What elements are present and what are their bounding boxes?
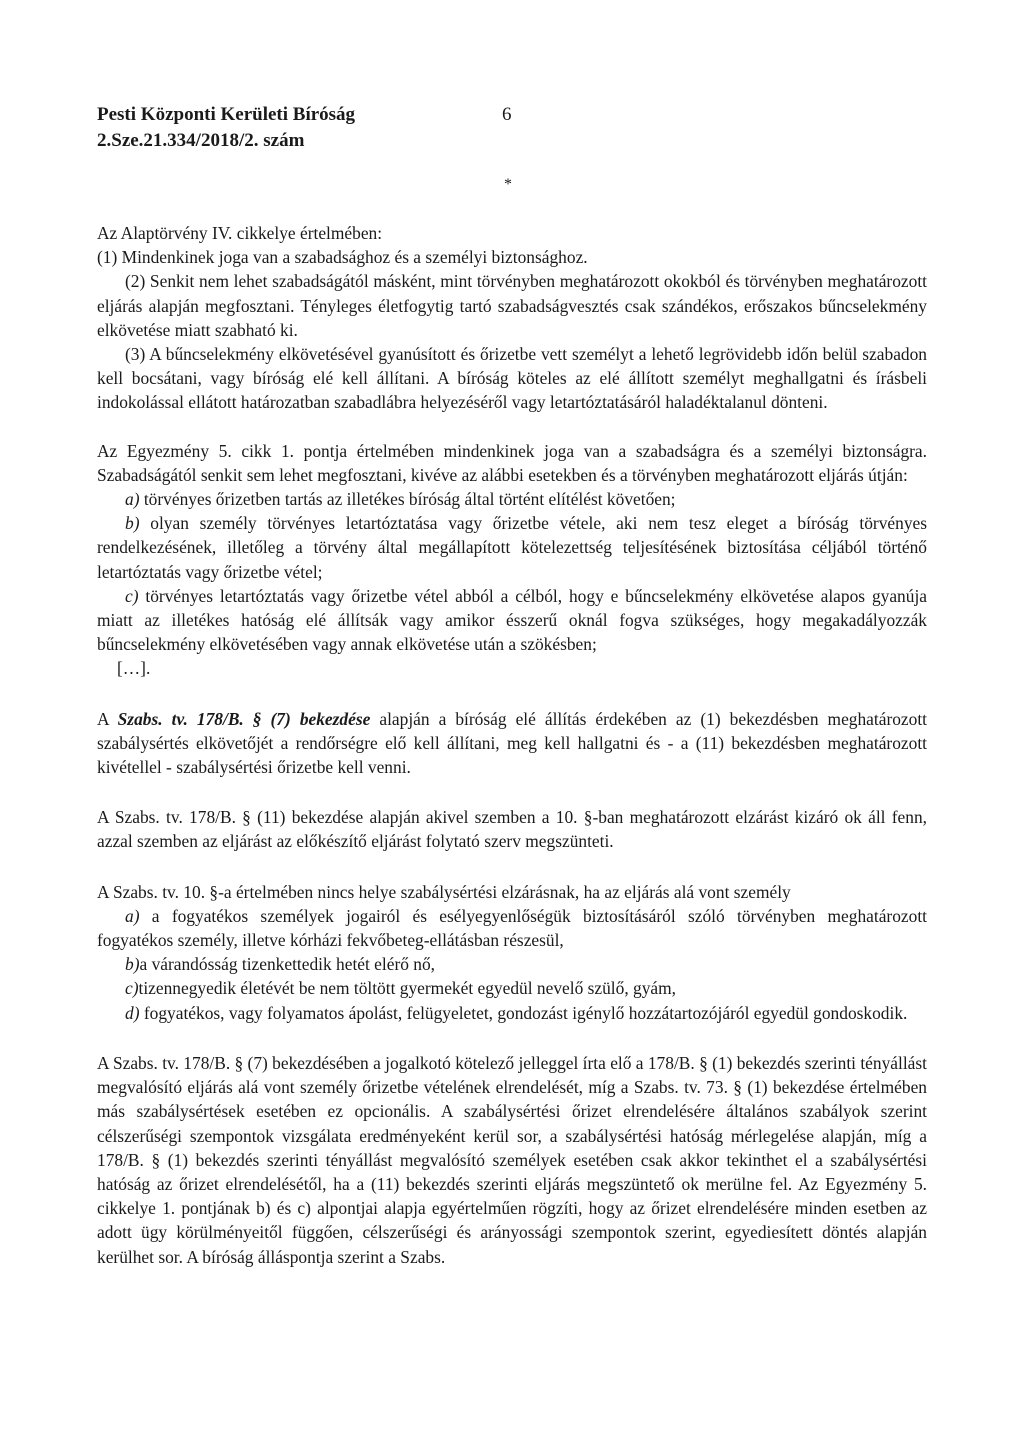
item-label: a)	[125, 905, 140, 926]
egyezmeny-item-b	[97, 511, 927, 584]
egyezmeny-item-a	[97, 487, 927, 511]
paragraph-gap	[97, 854, 927, 880]
alaptorveny-paragraph-3: (3) A bűncselekmény elkövetésével gyanúsított és őrizetbe vett személyt a lehető legrövidebb időn belül szabadon kell bocsátani, vagy bíróság elé kell állítani. A bíróság köteles az elé állított személyt meghallgatni és írásbeli indokolással ellátott határozatban szabadlábra helyezéséről vagy letartóztatásáról haladéktalanul dönteni.	[97, 344, 927, 413]
szabs-10-intro: A Szabs. tv. 10. §-a értelmében nincs helye szabálysértési elzárásnak, ha az eljárás alá vont személy	[97, 881, 791, 902]
paragraph-gap	[97, 415, 927, 439]
egyezmeny-ellipsis: […].	[117, 658, 151, 679]
szabs-178b-11-paragraph: A Szabs. tv. 178/B. § (11) bekezdése alapján akivel szemben a 10. §-ban meghatározott elzárást kizáró ok áll fenn, azzal szemben az eljárást az előkészítő eljárást folytató szerv megszünteti.	[97, 807, 927, 852]
egyezmeny-intro: Az Egyezmény 5. cikk 1. pontja értelmében mindenkinek joga van a szabadságra és a személyi biztonságra. Szabadságától senkit sem lehet megfosztani, kivéve az alábbi esetekben és a törvényben meghatározott eljárás útján:	[97, 440, 927, 485]
item-text: tizennegyedik életévét be nem töltött gyermekét egyedül nevelő szülő, gyám,	[138, 978, 676, 999]
item-label: c)	[125, 585, 139, 606]
egyezmeny-item-c	[97, 584, 927, 657]
item-label: b)	[125, 513, 140, 534]
item-label: b)	[125, 954, 140, 975]
szabs-10-item-b	[97, 952, 927, 976]
page-number: 6	[502, 104, 512, 125]
item-label: c)	[125, 978, 139, 999]
item-text: törvényes őrizetben tartás az illetékes bíróság által történt elítélést követően;	[139, 489, 676, 510]
item-label: d)	[125, 1002, 140, 1023]
item-text: a várandósság tizenkettedik hetét elérő nő,	[139, 954, 436, 975]
alaptorveny-paragraph-1: (1) Mindenkinek joga van a szabadsághoz és a személyi biztonsághoz.	[97, 247, 588, 268]
section-separator: *	[504, 176, 512, 193]
paragraph-text: alapján a bíróság elé állítás érdekében az (1) bekezdésben meghatározott szabálysértés elkövetőjét a rendőrségre elő kell állítani, meg kell hallgatni és - a (11) bekezdésben meghatározott kivétellel - szabálysértési őrizetbe kell venni.	[97, 708, 928, 778]
paragraph-gap	[97, 779, 927, 805]
szabs-10-item-c	[97, 976, 927, 1000]
szabs-178b-7-paragraph	[97, 707, 927, 780]
paragraph-prefix: A	[97, 708, 118, 729]
alaptorveny-paragraph-2: (2) Senkit nem lehet szabadságától másként, mint törvényben meghatározott okokból és törvényben meghatározott eljárás alapján megfosztani. Tényleges életfogytig tartó szabadságvesztés csak szándékos, erőszakos bűncselekmény elkövetése miatt szabható ki.	[97, 271, 927, 340]
szabs-10-item-a	[97, 904, 927, 952]
alaptorveny-intro: Az Alaptörvény IV. cikkelye értelmében:	[97, 223, 383, 243]
item-label: a)	[125, 489, 140, 510]
item-text: olyan személy törvényes letartóztatása vagy őrizetbe vétele, aki nem tesz eleget a bíróság törvényes rendelkezésének, illetőleg a törvény által megállapított kötelezettség teljesítésének biztosítása céljából történő letartóztatás vagy őrizetbe vétel;	[97, 513, 927, 582]
szabs-10-item-d	[97, 1001, 927, 1025]
paragraph-gap	[97, 1025, 927, 1051]
item-text: a fogyatékos személyek jogairól és esélyegyenlőségük biztosításáról szóló törvényben meghatározott fogyatékos személy, illetve kórházi fekvőbeteg-ellátásban részesül,	[97, 905, 927, 951]
statute-reference: Szabs. tv. 178/B. § (7) bekezdése	[117, 708, 371, 729]
page-header	[97, 102, 355, 154]
case-number: 2.Sze.21.334/2018/2. szám	[97, 130, 305, 151]
final-paragraph: A Szabs. tv. 178/B. § (7) bekezdésében a jogalkotó kötelező jelleggel írta elő a 178/B. § (1) bekezdés szerinti tényállást megvalósító eljárás alá vont személy őrizetbe vételének elrendelését, míg a Szabs. tv. 73. § (1) bekezdése értelmében más szabálysértések esetében ez opcionális. A szabálysértési őrizet elrendelésére általános szabályok szerint célszerűségi szempontok vizsgálata eredményeként kerül sor, a szabálysértési hatóság mérlegelése alapján, míg a 178/B. § (1) bekezdés szerinti tényállást megvalósító személyek esetében csak akkor tekinthet el a szabálysértési hatóság az őrizet elrendelésétől, ha a (11) bekezdés szerinti eljárás megszüntető ok merülne fel. Az Egyezmény 5. cikkelye 1. pontjának b) és c) alpontjai alapja egyértelműen rögzíti, hogy az őrizet elrendelésére minden esetben az adott ügy körülményeitől függően, célszerűségi és arányossági szempontok szerint, egyediesített döntés alapján kerülhet sor. A bíróság álláspontja szerint a Szabs.	[97, 1052, 927, 1267]
document-body	[97, 221, 927, 1269]
item-text: törvényes letartóztatás vagy őrizetbe vétel abból a célból, hogy e bűncselekmény elkövetése alapos gyanúja miatt az illetékes hatóság elé állítsák vagy amikor ésszerű oknál fogva szükséges, hogy megakadályozzák bűncselekmény elkövetésében vagy annak elkövetése után a szökésben;	[97, 585, 927, 655]
paragraph-gap	[97, 681, 927, 707]
court-name: Pesti Központi Kerületi Bíróság	[97, 104, 356, 125]
item-text: fogyatékos, vagy folyamatos ápolást, felügyeletet, gondozást igénylő hozzátartozójáról egyedül gondoskodik.	[139, 1002, 908, 1023]
